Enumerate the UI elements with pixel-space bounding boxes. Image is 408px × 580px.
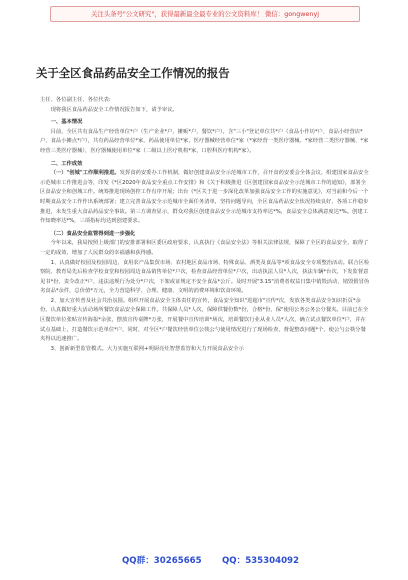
- page-title: 关于全区食品药品安全工作情况的报告: [36, 66, 230, 80]
- results-sub1-body: 发挥食药安委办工作机制，做好创建食品安全示范城市工作，召开食药安委会全体会议，组建国家食品安全示范城市工作推进会等，印发《*区2020年食品安全重点工作安排》和《关于积极推进《区创建国家食品安全示范城市工作的通知》，部署全区食品安全和创城工作。统筹推进现场创控工作有序开展；出台《*区关于进一步深化改革加强食品安全工作的实施意见》，对当前和今后一个时期食品安全工作作出系统部署；建立完善食品安全示范城市全面任务清单，坚持问题导向，全区食品药品安全状况持续良好，各项工作稳步推进，未发生重大食品药品安全事故。第三方调查显示，群众对我区创建食品安全示范城市支持率达*%，食品安全总体满意度达*%。创建工作知晓率达*%，三项指标均达到创建要求。: [40, 170, 369, 225]
- promo-banner[interactable]: 关注头条号"公文研究"，获得最新最全最专业的公文资料库！ 微信：gongwenyj: [50, 6, 360, 22]
- results-item-1: 1、认真做好校园及校园周边、食用农产品集贸市场、农村地区食品市场、特殊食品、酒类及食品等*项食品安全专项整治活动。联合区检察院、教育局先后检查学校食堂和校园周边食品销售单位*户次，检查食品经营单位*户次，出动执法人员*人次，执法车辆*台次，下发监督意见书*份，责令改正*户，违法违规行为处分*户次，下架或证规定不安全食品*公斤。及时开展"3.15"消费者权益日集中销毁活动，销毁假冒伪劣食品*余件，总价值*万元，全力营造科学、合理、健康、文明的消费环境和饮食环境。: [40, 259, 370, 295]
- section-heading-basic: 一、基本情况: [50, 119, 83, 126]
- section-heading-results: 二、工作成效: [50, 160, 83, 167]
- results-item-3: 3、创新新型监管模式。大力实施互联网+明厨亮灶智慧监管和大力开展食品安全示: [50, 345, 244, 352]
- salutation: 主任、各位副主任、各位代表:: [40, 97, 111, 103]
- contact-footer: [0, 552, 408, 570]
- results-sub2-title: （二）食品安全监管得到进一步强化: [50, 230, 136, 237]
- results-sub1-title: （一）"创城"工作顺利推进。: [50, 170, 120, 177]
- document-body: [40, 96, 370, 354]
- results-item-2: 2、加大宣传普及社会共治氛围。组织开展食品安全主体责任的宣传，食品安全知识"进超市"宣传*次，发放各类食品安全知识折页*余份，认真做好重大活动场所餐饮食品安全保障工作。共保障人员*人次，保障供餐份数*份，合格*份，保"使用公务公务公分餐夹。目前已在全区餐饮单位张贴宣传海报*余张，摆放宣传桌牌*万张，开展餐中宣传培训*场次，培训餐饮行业从业人员*人次，确立试点餐饮单位*户，并在试点基础上，打造餐饮示范单位*户，同时，对全区*户餐饮经营单位公筷公勺使用情况进行了现场检查，督促整改问题*个，使公勺公筷分餐夹得以迅速推广。: [40, 297, 369, 343]
- qq-group-number: QQ群：30265665: [122, 556, 202, 566]
- results-sub2-paragraph: 今年以来，我局按照上级部门的安排部署和区委区政府要求，认真执行《食品安全法》等相关法律法规，保障了全区的食品安全，取得了一定的成效，增加了人民群众的幸福感和获得感。: [40, 240, 369, 256]
- qq-number: QQ：535304092: [222, 556, 300, 566]
- results-sub1-paragraph: [40, 169, 370, 227]
- basic-situation-paragraph: 目前，全区共有食品生产经营单位*户（生产企业*户，摊贩*户，餐饮*户），含"三小"登记单位共*户（食品小作坊*户，食品小经营店*户，食品小摊点*户），共有药品经营单位*家，药品使用单位*家，医疗器械经营单位*家（*家经营一类医疗器械、*家经营二类医疗器械、*家经营三类医疗器械），医疗器械使用单位*家（二级以上医疗机构*家，口腔科医疗机构*家）。: [40, 128, 369, 154]
- intro-paragraph: 现将我区食品药品安全工作情况报告如下，请予审议。: [50, 106, 178, 113]
